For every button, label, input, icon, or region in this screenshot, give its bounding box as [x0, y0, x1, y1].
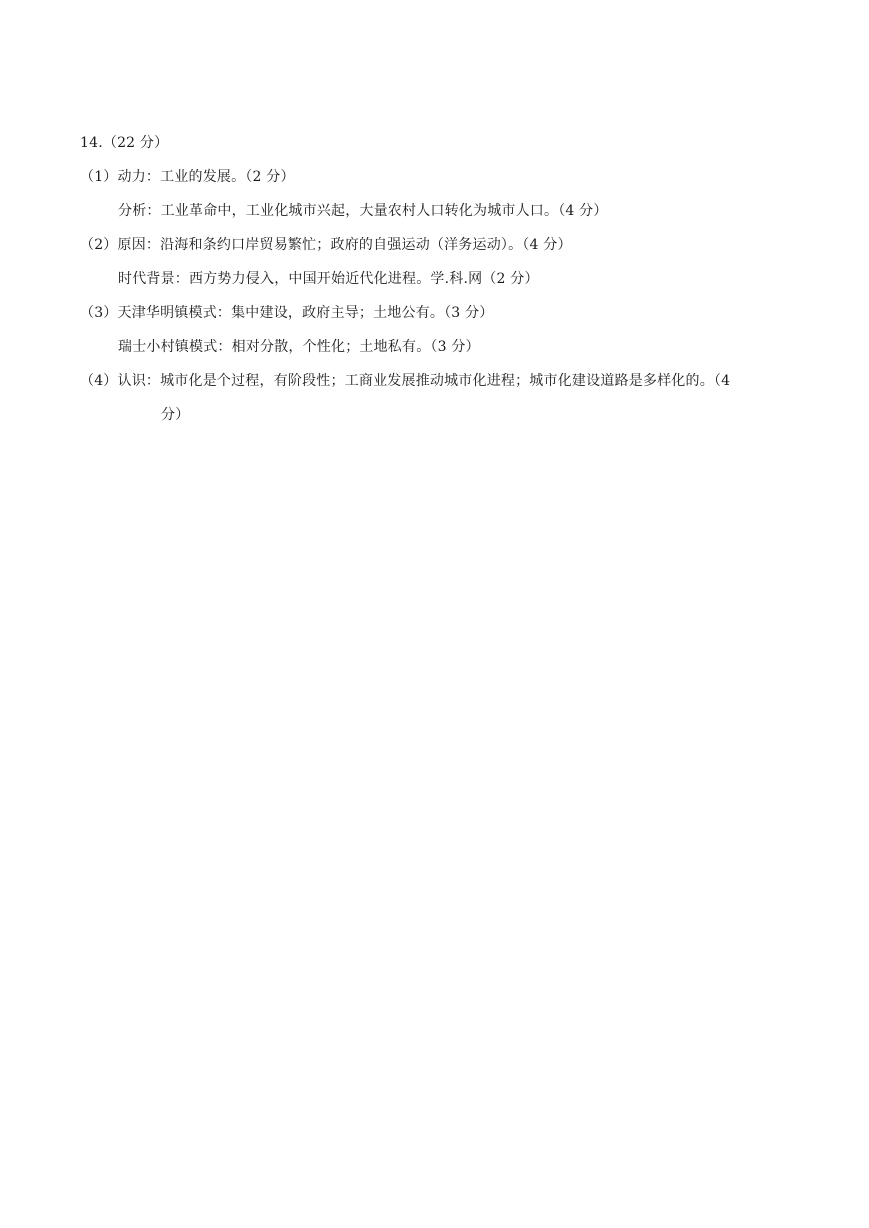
part-3-answer: （3）天津华明镇模式：集中建设，政府主导；土地公有。（3 分） — [80, 305, 494, 321]
part-1-answer: （1）动力：工业的发展。（2 分） — [80, 169, 295, 185]
part-4-answer-continued: 分） — [161, 407, 190, 423]
question-heading: 14.（22 分） — [80, 135, 169, 151]
part-4-answer: （4）认识：城市化是个过程，有阶段性；工商业发展推动城市化进程；城市化建设道路是多样化的。（4 — [80, 373, 731, 389]
part-2-background: 时代背景：西方势力侵入，中国开始近代化进程。学.科.网（2 分） — [118, 271, 539, 287]
part-3-answer-swiss: 瑞士小村镇模式：相对分散，个性化；土地私有。（3 分） — [118, 339, 480, 355]
part-2-answer: （2）原因：沿海和条约口岸贸易繁忙；政府的自强运动（洋务运动）。（4 分） — [80, 237, 572, 253]
part-1-analysis: 分析：工业革命中，工业化城市兴起，大量农村人口转化为城市人口。（4 分） — [118, 203, 608, 219]
